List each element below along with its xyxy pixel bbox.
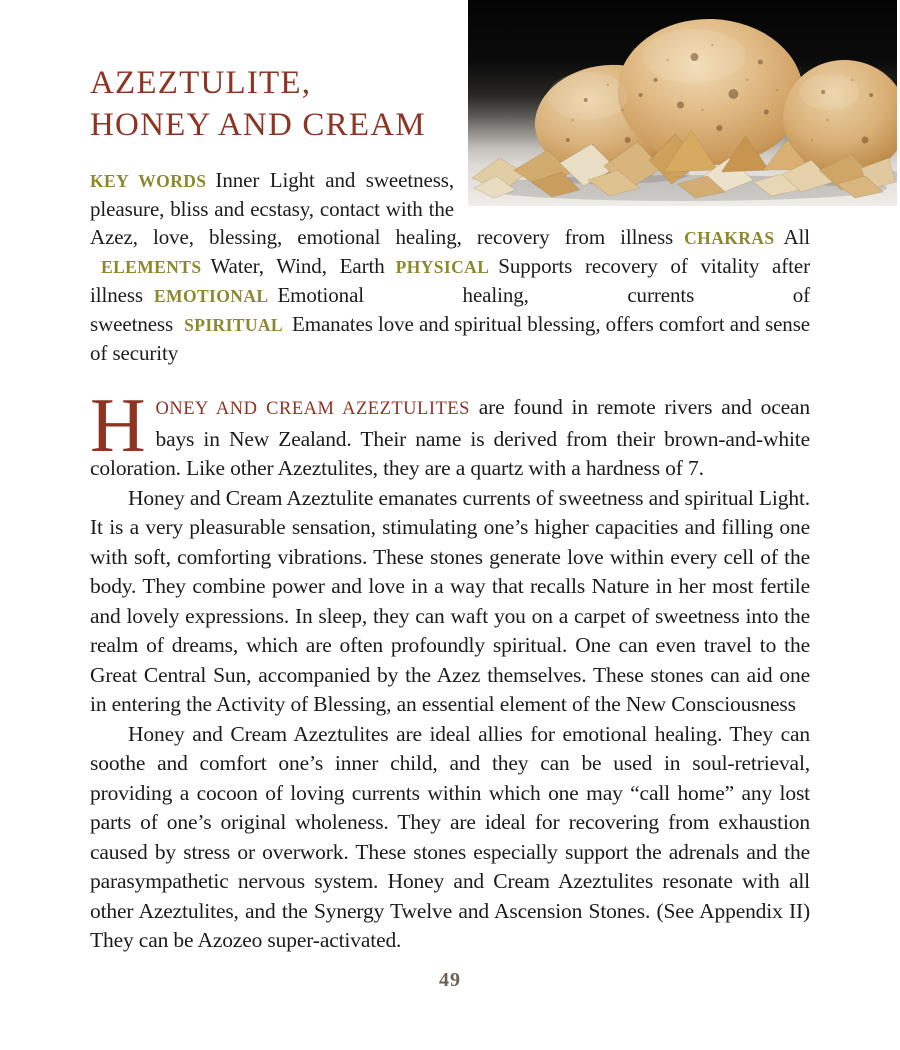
article-paragraph-1 [90, 382, 810, 484]
article-body [90, 382, 810, 956]
physical-label: PHYSICAL [395, 257, 490, 277]
article-paragraph-2: Honey and Cream Azeztulite emanates currents of sweetness and spiritual Light. It is a very pleasurable sensation, stimulating one’s higher capacities and filling one with soft, comforting vibrations. These stones generate love within every cell of the body. They combine power and love in a way that recalls Nature in her most fertile and lovely expressions. In sleep, they can waft you on a carpet of sweetness into the realm of dreams, which are often profoundly spiritual. One can even travel to the Great Central Sun, accompanied by the Azez themselves. These stones can aid one in entering the Activity of Blessing, an essential element of the New Consciousness [90, 485, 810, 716]
drop-cap: H [90, 382, 146, 468]
page-number: 49 [439, 969, 461, 991]
keywords-label: KEY WORDS [90, 171, 207, 191]
emotional-text: Emotional healing, currents of sweetness [90, 283, 810, 336]
elements-text: Water, Wind, Earth [210, 254, 385, 278]
keywords-text: Inner Light and sweetness, pleasure, bliss and ecstasy, contact with the Azez, love, blessing, emotional healing, recovery from illness [90, 168, 674, 249]
chakras-text: All [783, 225, 810, 249]
lead-in-small-caps: ONEY AND CREAM AZEZTULITES [155, 399, 470, 419]
page-title [90, 62, 810, 146]
emotional-label: EMOTIONAL [153, 286, 269, 306]
photo-wrap-spacer [454, 166, 810, 222]
chakras-label: CHAKRAS [684, 228, 775, 248]
page-content [90, 62, 810, 956]
elements-label: ELEMENTS [101, 257, 202, 277]
title-line-2: HONEY AND CREAM [90, 107, 426, 143]
paragraph-1-text: are found in remote rivers and ocean bays in New Zealand. Their name is derived from their brown-and-white coloration. Like other Azeztulites, they are a quartz with a hardness of 7. [90, 395, 810, 480]
title-line-1: AZEZTULITE, [90, 65, 312, 101]
physical-text: Supports recovery of vitality after illness [90, 254, 810, 307]
keywords-paragraph [90, 166, 810, 367]
spiritual-text: Emanates love and spiritual blessing, offers comfort and sense of security [90, 312, 810, 365]
article-paragraph-3: Honey and Cream Azeztulites are ideal allies for emotional healing. They can soothe and comfort one’s inner child, and they can be used in soul-retrieval, providing a cocoon of loving currents within which one may “call home” any lost parts of one’s original wholeness. They are ideal for recovering from exhaustion caused by stress or overwork. These stones especially support the adrenals and the parasympathetic nervous system. Honey and Cream Azeztulites resonate with all other Azeztulites, and the Synergy Twelve and Ascension Stones. (See Appendix II) They can be Azozeo super-activated. [90, 721, 810, 952]
spiritual-label: SPIRITUAL [184, 315, 283, 335]
